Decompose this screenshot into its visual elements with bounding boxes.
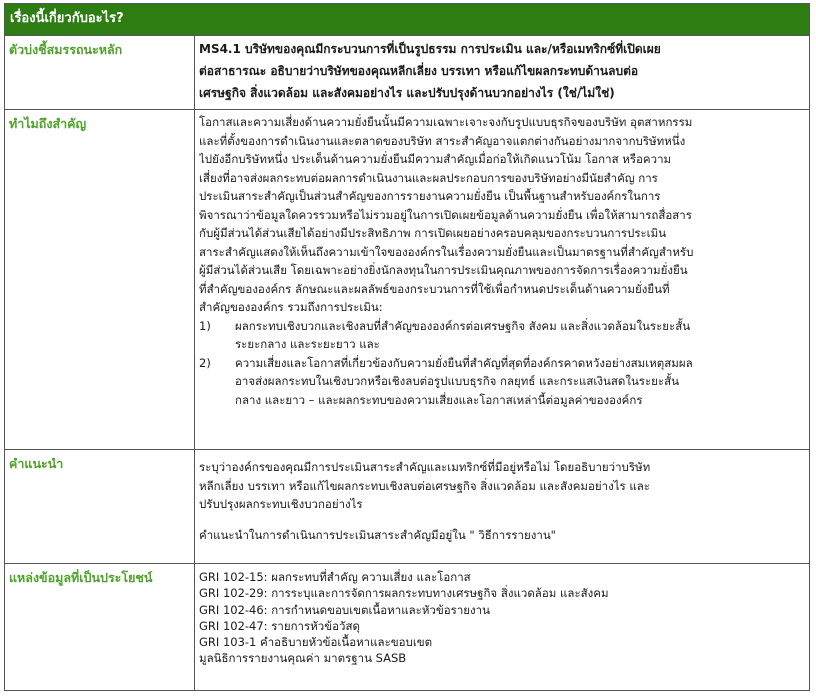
- table-header: [5, 4, 809, 36]
- source-item: GRI 102-15: ผลกระทบที่สำคัญ ความเสี่ยง และโอกาส: [199, 570, 471, 584]
- text-line: เศรษฐกิจ สิ่งแวดล้อม และสังคมอย่างไร และปรับปรุงด้านบวกอย่างไร (ใช่/ไม่ใช่): [199, 86, 615, 100]
- text-line: อาจส่งผลกระทบในเชิงบวกหรือเชิงลบต่อรูปแบบธุรกิจ กลยุทธ์ และกระแสเงินสดในระยะสั้น: [235, 374, 679, 388]
- text-line: กับผู้มีส่วนได้ส่วนเสียได้อย่างมีประสิทธิภาพ การเปิดเผยอย่างครอบคลุมของกระบวนการประเมิน: [199, 226, 667, 240]
- text-line: สาระสำคัญแสดงให้เห็นถึงความเข้าใจขององค์กรในเรื่องความยั่งยืนและเป็นมาตรฐานที่สำคัญสำหรับ: [199, 244, 694, 259]
- row-label-indicator: ตัวบ่งชี้สมรรถนะหลัก: [5, 36, 195, 109]
- requirement-table: [4, 3, 810, 691]
- text-line: ต่อสาธารณะ อธิบายว่าบริษัทของคุณหลีกเลี่ยง บรรเทา หรือแก้ไขผลกระทบด้านลบต่อ: [199, 64, 639, 78]
- numbered-item: [199, 317, 803, 354]
- text-line: กลาง และยาว – และผลกระทบของความเสี่ยงและโอกาสเหล่านี้ต่อมูลค่าขององค์กร: [235, 392, 643, 407]
- why-text: [195, 110, 809, 449]
- text-line: ความเสี่ยงและโอกาสที่เกี่ยวข้องกับความยั่งยืนที่สำคัญที่สุดที่องค์กรคาดหวังอย่างสมเหตุสมผล: [235, 355, 693, 370]
- text-line: ที่สำคัญขององค์กร ลักษณะและผลลัพธ์ของกระบวนการที่ใช้เพื่อกำหนดประเด็นด้านความยั่งยืนที่: [199, 281, 670, 296]
- text-line: ระยะกลาง และระยะยาว และ: [235, 337, 380, 351]
- text-line: และที่ตั้งของการดำเนินงานและตลาดของบริษัท สาระสำคัญอาจแตกต่างกันอย่างมากจากบริษัทหนึ่ง: [199, 133, 686, 148]
- text-line: ผลกระทบเชิงบวกและเชิงลบที่สำคัญขององค์กรต่อเศรษฐกิจ สังคม และสิ่งแวดล้อมในระยะสั้น: [235, 318, 691, 333]
- guidance-note: คำแนะนำในการดำเนินการประเมินสาระสำคัญมีอยู่ใน " วิธีการรายงาน": [199, 527, 556, 542]
- row-label-guidance: คำแนะนำ: [5, 450, 195, 563]
- source-item: มูลนิธิการรายงานคุณค่า มาตรฐาน SASB: [199, 651, 407, 666]
- text-line: ประเมินสาระสำคัญเป็นส่วนสำคัญของการรายงานความยั่งยืน เป็นพื้นฐานสำหรับองค์กรในการ: [199, 189, 661, 203]
- row-label-why: ทำไมถึงสำคัญ: [5, 110, 195, 449]
- source-item: GRI 103-1 คำอธิบายหัวข้อเนื้อหาและขอบเขต: [199, 635, 433, 650]
- text-line: เสี่ยงที่อาจส่งผลกระทบต่อผลการดำเนินงานและผลประกอบการของบริษัทอย่างมีนัยสำคัญ การ: [199, 170, 658, 185]
- text-line: ไปยังอีกบริษัทหนึ่ง ประเด็นด้านความยั่งยืนมีความสำคัญเมื่อก่อให้เกิดแนวโน้ม โอกาส หรือความ: [199, 152, 672, 166]
- text-line: ผู้มีส่วนได้ส่วนเสีย โดยเฉพาะอย่างยิ่งนักลงทุนในการประเมินคุณภาพของการจัดการเรื่องความยั่งยืน: [199, 263, 688, 277]
- text-line: ปรับปรุงผลกระทบเชิงบวกอย่างไร: [199, 497, 363, 511]
- indicator-text: [195, 36, 809, 109]
- text-line: สำคัญขององค์กร รวมถึงการประเมิน:: [199, 300, 383, 314]
- text-line: โอกาสและความเสี่ยงด้านความยั่งยืนนั้นมีความเฉพาะเจาะจงกับรูปแบบธุรกิจของบริษัท อุตสาหกรรม: [199, 115, 693, 129]
- guidance-text: [195, 450, 809, 563]
- item-number: 2): [199, 355, 211, 370]
- row-label-sources: แหล่งข้อมูลที่เป็นประโยชน์: [5, 564, 195, 690]
- row-sources: [5, 564, 809, 690]
- row-why-important: [5, 110, 809, 450]
- text-line: พิจารณาว่าข้อมูลใดควรรวมหรือไม่รวมอยู่ในการเปิดเผยข้อมูลด้านความยั่งยืน เพื่อให้สามารถสื่อสาร: [199, 207, 692, 222]
- sources-list: [195, 564, 809, 690]
- numbered-item: [199, 354, 803, 410]
- source-item: GRI 102-47: รายการหัวข้อวัสดุ: [199, 618, 360, 633]
- source-item: GRI 102-29: การระบุและการจัดการผลกระทบทางเศรษฐกิจ สิ่งแวดล้อม และสังคม: [199, 586, 609, 601]
- row-guidance: [5, 450, 809, 564]
- text-line: ระบุว่าองค์กรของคุณมีการประเมินสาระสำคัญและเมทริกซ์ที่มีอยู่หรือไม่ โดยอธิบายว่าบริษัท: [199, 460, 651, 474]
- source-item: GRI 102-46: การกำหนดขอบเขตเนื้อหาและหัวข้อรายงาน: [199, 602, 490, 617]
- text-line: หลีกเลี่ยง บรรเทา หรือแก้ไขผลกระทบเชิงลบต่อเศรษฐกิจ สิ่งแวดล้อม และสังคมอย่างไร และ: [199, 478, 650, 493]
- item-number: 1): [199, 318, 211, 333]
- text-line: MS4.1 บริษัทของคุณมีกระบวนการที่เป็นรูปธรรม การประเมิน และ/หรือเมทริกซ์ที่เปิดเผย: [199, 42, 661, 56]
- row-indicator: [5, 36, 809, 110]
- header-title: เรื่องนี้เกี่ยวกับอะไร?: [10, 11, 124, 26]
